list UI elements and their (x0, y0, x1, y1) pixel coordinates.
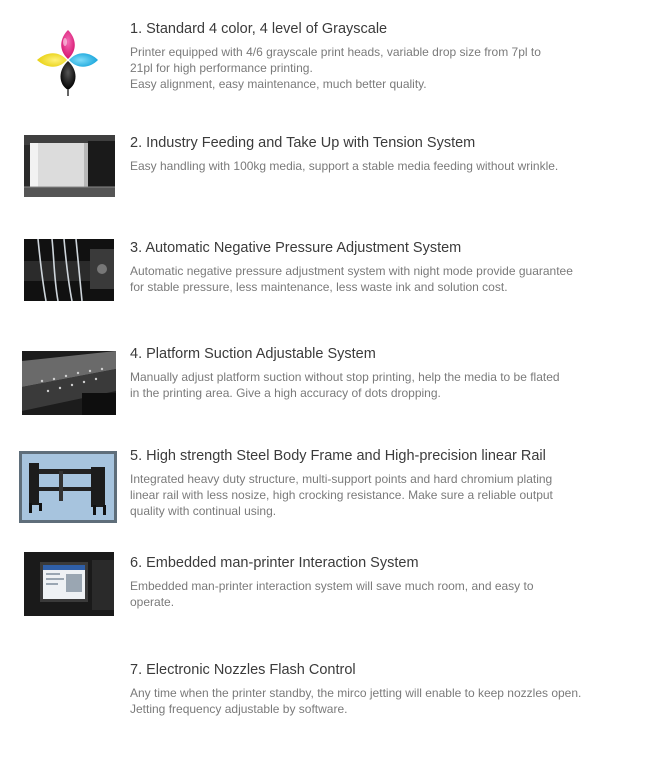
feature-title: 3. Automatic Negative Pressure Adjustment System (130, 240, 462, 256)
feature-title: 4. Platform Suction Adjustable System (130, 346, 376, 362)
feature-description: Printer equipped with 4/6 grayscale print heads, variable drop size from 7pl to 21pl for high performance printing. Easy alignment, easy maintenance, much better quality. (130, 45, 541, 91)
steel-frame-photo (19, 451, 117, 523)
feature-description: Embedded man-printer interaction system will save much room, and easy to operate. (130, 579, 534, 609)
control-screen-photo (24, 552, 114, 616)
feature-title: 7. Electronic Nozzles Flash Control (130, 662, 356, 678)
feature-title: 2. Industry Feeding and Take Up with Tension System (130, 135, 476, 151)
feature-title: 5. High strength Steel Body Frame and High-precision linear Rail (130, 448, 546, 464)
ink-tubes-photo (24, 239, 114, 301)
feature-description: Any time when the printer standby, the mirco jetting will enable to keep nozzles open. Jetting frequency adjustable by software. (130, 686, 582, 716)
feature-description: Automatic negative pressure adjustment system with night mode provide guarantee for stable pressure, less maintenance, less waste ink and solution cost. (130, 264, 573, 294)
cmyk-ink-drops-icon (34, 26, 102, 96)
feature-description: Easy handling with 100kg media, support a stable media feeding without wrinkle. (130, 159, 559, 173)
feature-title: 1. Standard 4 color, 4 level of Grayscale (130, 21, 388, 37)
media-roll-photo (24, 135, 115, 197)
platform-suction-photo (22, 351, 116, 415)
feature-title: 6. Embedded man-printer Interaction System (130, 555, 419, 571)
feature-description: Manually adjust platform suction without stop printing, help the media to be flated in the printing area. Give a high accuracy of dots dropping. (130, 370, 560, 400)
feature-description: Integrated heavy duty structure, multi-support points and hard chromium plating linear rail with less nosize, high crocking resistance. Make sure a reliable output quality with continual using. (130, 472, 553, 518)
